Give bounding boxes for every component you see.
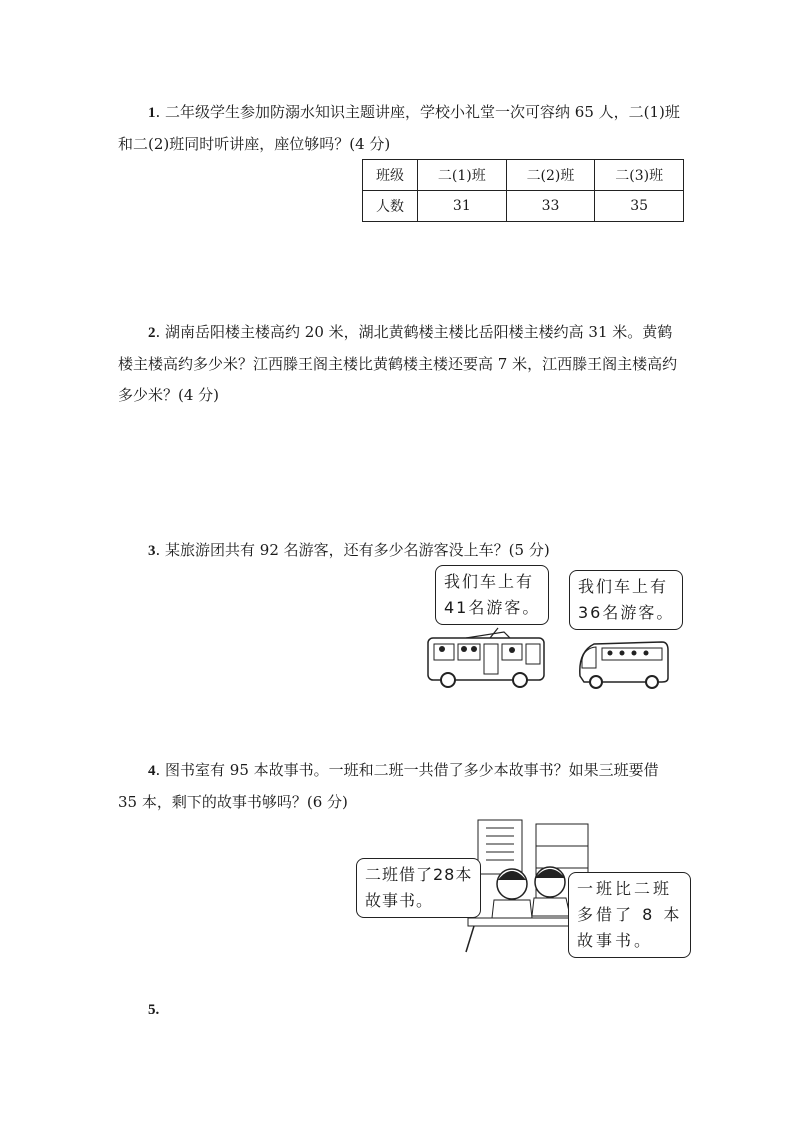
coach-bus-illustration: [574, 634, 672, 690]
speech-bubble-bus-left: [435, 565, 549, 625]
question-1-text: [118, 97, 680, 160]
speech-bubble-bus-right: [569, 570, 683, 630]
bubble-line: 我们车上有: [444, 572, 535, 591]
question-1-body: . 二年级学生参加防溺水知识主题讲座，学校小礼堂一次可容纳 65 人，二(1)班和二(2)班同时听讲座，座位够吗？(4 分): [118, 103, 680, 153]
question-5-number: 5.: [148, 1002, 160, 1018]
question-5-text: [118, 994, 680, 1026]
table-cell: 二(3)班: [595, 160, 684, 191]
table-cell: 31: [418, 191, 507, 222]
question-3-body: . 某旅游团共有 92 名游客，还有多少名游客没上车？(5 分): [155, 541, 550, 559]
bubble-line: 故事书。: [577, 931, 654, 950]
bubble-line: 41名游客。: [444, 598, 541, 617]
question-2-text: [118, 317, 680, 411]
table-row: [363, 191, 684, 222]
bubble-line: 一班比二班: [577, 879, 673, 898]
question-4-number: 4: [148, 763, 156, 779]
table-cell: 人数: [363, 191, 418, 222]
question-4: [118, 755, 680, 818]
question-1-number: 1: [148, 105, 156, 121]
bubble-line: 故事书。: [365, 891, 434, 910]
question-4-text: [118, 755, 680, 818]
question-2-body: . 湖南岳阳楼主楼高约 20 米，湖北黄鹤楼主楼比岳阳楼主楼约高 31 米。黄鹤楼主楼高约多少米？江西滕王阁主楼比黄鹤楼主楼还要高 7 米，江西滕王阁主楼高约多少米？(4 分): [118, 323, 678, 404]
speech-bubble-class-one: [568, 872, 691, 958]
table-cell: 班级: [363, 160, 418, 191]
question-3-text: [118, 535, 680, 567]
table-cell: 二(2)班: [506, 160, 595, 191]
question-1: [118, 97, 680, 160]
city-bus-illustration: [424, 624, 552, 690]
question-2: [118, 317, 680, 411]
table-cell: 33: [506, 191, 595, 222]
class-count-table: [362, 159, 684, 222]
table-row: [363, 160, 684, 191]
table-cell: 35: [595, 191, 684, 222]
bubble-line: 36名游客。: [578, 603, 675, 622]
question-5: [118, 994, 680, 1026]
table-cell: 二(1)班: [418, 160, 507, 191]
bubble-line: 二班借了28本: [365, 865, 473, 884]
question-3: [118, 535, 680, 567]
bubble-line: 我们车上有: [578, 577, 669, 596]
bubble-line: 多借了 8 本: [577, 905, 683, 924]
question-3-number: 3: [148, 543, 156, 559]
speech-bubble-class-two: [356, 858, 481, 918]
question-4-body: . 图书室有 95 本故事书。一班和二班一共借了多少本故事书？如果三班要借 35 本，剩下的故事书够吗？(6 分): [118, 761, 659, 811]
question-2-number: 2: [148, 325, 156, 341]
